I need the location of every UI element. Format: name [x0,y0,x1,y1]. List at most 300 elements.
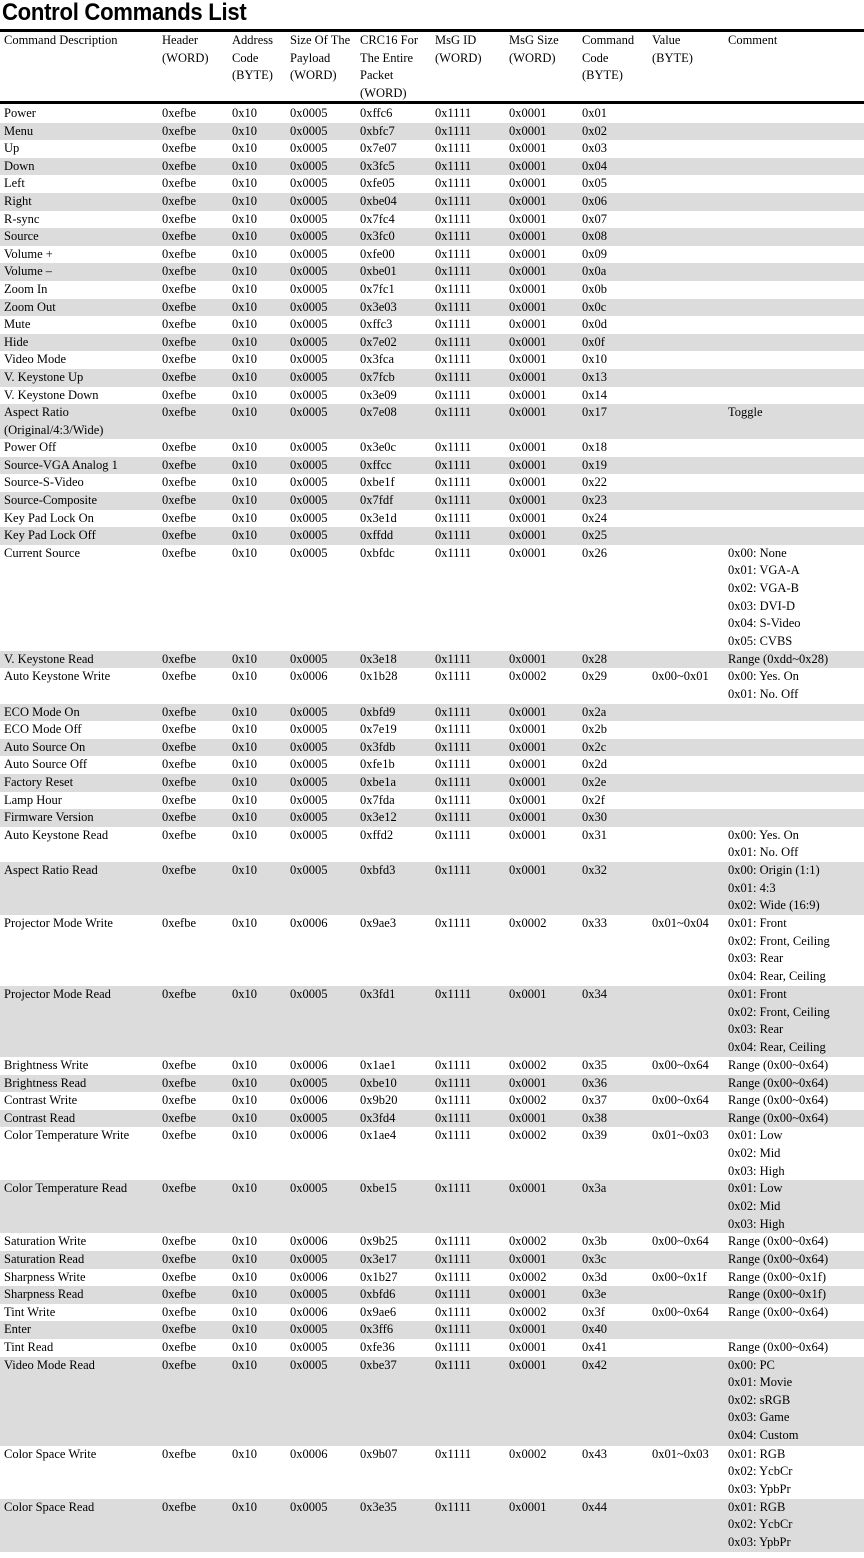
crc16-value: 0xffcc [356,457,431,475]
value-range [648,211,724,229]
table-row [0,387,864,405]
page-title: Control Commands List [2,0,247,26]
command-description: Firmware Version [0,809,158,827]
header-value: 0xefbe [158,1180,228,1233]
comment-cell [724,1251,864,1269]
address-code: 0x10 [228,457,286,475]
payload-size: 0x0005 [290,106,328,120]
msg-size: 0x0001 [509,1339,547,1354]
comment-cell [724,193,864,211]
payload-size: 0x0005 [286,1180,356,1233]
crc16-value: 0xfe05 [360,176,395,191]
msg-id: 0x1111 [431,774,505,792]
comment-line: 0x03: Rear [728,951,784,966]
table-row [0,1321,864,1339]
comment-line: 0x05: CVBS [728,633,793,648]
msg-size: 0x0001 [509,757,547,772]
crc16-value: 0x1ae1 [360,1057,397,1072]
header-value: 0xefbe [162,246,197,261]
address-code: 0x10 [232,545,257,560]
value-range [648,704,724,722]
comment-cell [724,351,864,369]
table-body [0,102,864,1552]
comment-cell [724,140,864,158]
address-code: 0x10 [228,739,286,757]
header-value: 0xefbe [162,176,197,191]
header-value: 0xefbe [158,1286,228,1304]
msg-id: 0x1111 [431,527,505,545]
msg-id: 0x1111 [435,722,472,737]
command-code: 0x3a [578,1180,648,1233]
payload-size: 0x0005 [286,1321,356,1339]
comment-line: 0x02: Wide (16:9) [728,898,820,913]
value-range [648,457,724,475]
value-range [648,193,724,211]
comment-cell [724,246,864,264]
comment-cell [724,792,864,810]
address-code: 0x10 [232,352,257,367]
header-value: 0xefbe [162,757,197,772]
table-row [0,756,864,774]
value-range [648,1357,724,1446]
payload-size: 0x0005 [290,387,328,402]
header-value: 0xefbe [158,527,228,545]
header-value: 0xefbe [162,792,197,807]
table-row [0,1357,864,1446]
header-value: 0xefbe [158,704,228,722]
table-row [0,1110,864,1128]
command-description: Contrast Write [4,1093,78,1108]
comment-line: 0x04: Custom [728,1427,799,1442]
comment-cell [724,1446,864,1499]
crc16-value: 0x7fdf [356,492,431,510]
comment-line: 0x04: Rear, Ceiling [728,968,826,983]
command-description: Power [4,106,36,120]
payload-size: 0x0005 [290,722,328,737]
command-code: 0x3b [582,1234,607,1249]
value-range [648,299,724,317]
command-code: 0x14 [582,387,607,402]
table-row [0,1251,864,1269]
comment-line: 0x00: Origin (1:1) [728,862,820,877]
table-row [0,1057,864,1075]
comment-line: Range (0x00~0x64) [728,1075,829,1090]
header-value: 0xefbe [162,352,197,367]
msg-id: 0x1111 [431,862,505,915]
command-code: 0x31 [582,827,607,842]
command-description: Projector Mode Read [0,986,158,1057]
payload-size: 0x0005 [290,317,328,332]
command-description: Source-Composite [0,492,158,510]
comment-cell [724,704,864,722]
comment-line: 0x00: None [728,545,787,560]
address-code: 0x10 [232,1339,257,1354]
comment-line: 0x01: Low [728,1181,783,1196]
crc16-value: 0x9ae3 [360,915,397,930]
command-description: Mute [4,317,31,332]
payload-size: 0x0006 [290,1269,328,1284]
msg-id: 0x1111 [435,915,472,930]
payload-size: 0x0005 [290,352,328,367]
address-code: 0x10 [232,176,257,191]
msg-size: 0x0002 [509,1304,547,1319]
address-code: 0x10 [228,1251,286,1269]
command-description: Tint Read [4,1339,54,1354]
comment-line: 0x03: YpbPr [728,1481,791,1496]
command-description: Source [0,228,158,246]
comment-cell [724,299,864,317]
comment-line: 0x00: PC [728,1357,775,1372]
table-row [0,809,864,827]
msg-id: 0x1111 [435,1339,472,1354]
address-code: 0x10 [232,281,257,296]
comment-line: 0x03: High [728,1163,785,1178]
value-range [648,862,724,915]
table-row [0,439,864,457]
table-row [0,668,864,703]
payload-size: 0x0005 [286,404,356,439]
header-value: 0xefbe [158,369,228,387]
address-code: 0x10 [232,1269,257,1284]
msg-id: 0x1111 [431,334,505,352]
comment-line: Range (0xdd~0x28) [728,651,829,666]
command-description: Auto Keystone Read [4,827,109,842]
command-description: V. Keystone Down [4,387,99,402]
command-code: 0x0b [582,281,607,296]
msg-size: 0x0001 [505,123,578,141]
command-description: Power Off [4,440,57,455]
crc16-value: 0xbe10 [356,1075,431,1093]
table-row [0,1499,864,1552]
msg-id: 0x1111 [435,475,472,490]
payload-size: 0x0005 [286,862,356,915]
address-code: 0x10 [232,246,257,261]
address-code: 0x10 [228,299,286,317]
command-description: Down [0,158,158,176]
table-row [0,651,864,669]
msg-size: 0x0001 [509,246,547,261]
comment-line: 0x02: Front, Ceiling [728,933,830,948]
table-row [0,1127,864,1180]
msg-id: 0x1111 [431,193,505,211]
value-range [648,1321,724,1339]
msg-size: 0x0001 [505,1357,578,1446]
command-code: 0x2a [578,704,648,722]
payload-size: 0x0005 [286,228,356,246]
command-description: Video Mode [4,352,67,367]
address-code: 0x10 [232,440,257,455]
msg-id: 0x1111 [431,1321,505,1339]
header-value: 0xefbe [162,281,197,296]
value-range [648,351,724,369]
header-value: 0xefbe [162,915,197,930]
crc16-value: 0xbfd3 [356,862,431,915]
crc16-value: 0x3e12 [356,809,431,827]
comment-cell [724,263,864,281]
command-code: 0x39 [582,1128,607,1143]
comment-cell [724,387,864,405]
address-code: 0x10 [228,862,286,915]
msg-size: 0x0001 [505,492,578,510]
msg-size: 0x0001 [505,158,578,176]
table-row [0,316,864,334]
comment-line: 0x02: YcbCr [728,1464,793,1479]
command-description: Color Space Write [4,1446,97,1461]
header-value: 0xefbe [162,545,197,560]
payload-size: 0x0005 [290,792,328,807]
value-range [648,651,724,669]
command-description: Color Temperature Read [0,1180,158,1233]
command-description: Aspect Ratio (Original/4:3/Wide) [0,404,158,439]
msg-id: 0x1111 [435,211,472,226]
msg-id: 0x1111 [435,141,472,156]
table-row [0,1269,864,1287]
address-code: 0x10 [228,334,286,352]
payload-size: 0x0005 [290,475,328,490]
value-range [648,545,724,651]
header-value: 0xefbe [162,1304,197,1319]
crc16-value: 0x3fdb [356,739,431,757]
value-range: 0x00~0x64 [652,1093,709,1108]
table-row [0,474,864,492]
payload-size: 0x0005 [286,1357,356,1446]
payload-size: 0x0005 [290,757,328,772]
address-code: 0x10 [232,1093,257,1108]
address-code: 0x10 [232,475,257,490]
payload-size: 0x0005 [286,809,356,827]
crc16-value: 0x3e18 [356,651,431,669]
address-code: 0x10 [232,722,257,737]
header-value: 0xefbe [162,1093,197,1108]
command-code: 0x40 [578,1321,648,1339]
msg-size: 0x0001 [505,862,578,915]
value-range [648,140,724,158]
crc16-value: 0x7e19 [360,722,397,737]
command-description: R-sync [4,211,40,226]
msg-id: 0x1111 [435,1446,472,1461]
comment-cell [724,827,864,862]
address-code: 0x10 [228,986,286,1057]
comment-cell [724,474,864,492]
comment-line: 0x00: Yes. On [728,827,799,842]
command-code: 0x41 [582,1339,607,1354]
command-code: 0x42 [578,1357,648,1446]
payload-size: 0x0005 [286,1110,356,1128]
command-code: 0x03 [582,141,607,156]
comment-line: 0x02: sRGB [728,1392,791,1407]
comment-cell [724,1339,864,1357]
crc16-value: 0x3e35 [356,1499,431,1552]
command-description: Volume – [0,263,158,281]
command-code: 0x22 [582,475,607,490]
value-range [648,756,724,774]
command-description: Enter [0,1321,158,1339]
header-value: 0xefbe [158,457,228,475]
command-code: 0x19 [578,457,648,475]
comment-cell [724,1075,864,1093]
msg-size: 0x0001 [505,739,578,757]
msg-id: 0x1111 [435,1057,472,1072]
payload-size: 0x0006 [290,1234,328,1249]
crc16-value: 0x1ae4 [360,1128,397,1143]
address-code: 0x10 [228,651,286,669]
value-range: 0x01~0x04 [652,915,709,930]
payload-size: 0x0006 [290,1128,328,1143]
msg-size: 0x0001 [505,527,578,545]
address-code: 0x10 [228,228,286,246]
msg-id: 0x1111 [431,299,505,317]
command-code: 0x0f [578,334,648,352]
crc16-value: 0xbfdc [360,545,395,560]
payload-size: 0x0005 [290,827,328,842]
value-range [648,510,724,528]
command-description: Brightness Read [0,1075,158,1093]
comment-cell [724,527,864,545]
msg-size: 0x0002 [509,1093,547,1108]
command-code: 0x38 [578,1110,648,1128]
command-description: Right [0,193,158,211]
address-code: 0x10 [232,792,257,807]
msg-id: 0x1111 [435,317,472,332]
table-row [0,123,864,141]
command-description: ECO Mode On [0,704,158,722]
header-value: 0xefbe [158,492,228,510]
address-code: 0x10 [232,827,257,842]
payload-size: 0x0005 [286,334,356,352]
table-row [0,545,864,651]
header-value: 0xefbe [158,1499,228,1552]
payload-size: 0x0005 [286,986,356,1057]
msg-id: 0x1111 [435,545,472,560]
command-description: Color Space Read [0,1499,158,1552]
column-header-description: Command Description [4,33,118,47]
header-value: 0xefbe [158,651,228,669]
command-code: 0x25 [578,527,648,545]
header-value: 0xefbe [162,827,197,842]
header-value: 0xefbe [158,809,228,827]
msg-id: 0x1111 [431,492,505,510]
payload-size: 0x0005 [290,246,328,261]
table-row [0,404,864,439]
command-description: V. Keystone Read [0,651,158,669]
msg-size: 0x0001 [509,792,547,807]
value-range [648,492,724,510]
msg-id: 0x1111 [431,1286,505,1304]
payload-size: 0x0005 [290,211,328,226]
command-code: 0x37 [582,1093,607,1108]
comment-line: Range (0x00~0x64) [728,1339,829,1354]
crc16-value: 0x7fc4 [360,211,395,226]
comment-cell [724,545,864,651]
msg-id: 0x1111 [435,1269,472,1284]
msg-id: 0x1111 [431,457,505,475]
comment-line: 0x01: 4:3 [728,880,776,895]
value-range [648,404,724,439]
table-row [0,1304,864,1322]
command-code: 0x05 [582,176,607,191]
value-range [648,334,724,352]
comment-line: 0x01: Front [728,986,787,1001]
crc16-value: 0x1b28 [360,669,398,684]
crc16-value: 0xbe37 [356,1357,431,1446]
header-value: 0xefbe [158,862,228,915]
comment-cell [724,1286,864,1304]
header-value: 0xefbe [158,739,228,757]
comment-cell [724,1127,864,1180]
command-description: Tint Write [4,1304,56,1319]
msg-id: 0x1111 [431,651,505,669]
comment-cell [724,721,864,739]
address-code: 0x10 [228,1321,286,1339]
command-code: 0x33 [582,915,607,930]
comment-line: 0x03: High [728,1216,785,1231]
value-range [648,281,724,299]
column-header-msg-id: MsG ID (WORD) [435,33,482,65]
header-value: 0xefbe [162,669,197,684]
comment-cell [724,457,864,475]
crc16-value: 0xfe00 [360,246,395,261]
header-row [0,32,864,102]
command-code: 0x10 [582,352,607,367]
address-code: 0x10 [228,1286,286,1304]
command-description: Brightness Write [4,1057,89,1072]
payload-size: 0x0006 [290,669,328,684]
table-row [0,175,864,193]
command-description: Current Source [4,545,81,560]
value-range [648,1110,724,1128]
comment-cell [724,105,864,123]
msg-id: 0x1111 [431,1110,505,1128]
value-range [648,1499,724,1552]
value-range [648,474,724,492]
header-value: 0xefbe [158,404,228,439]
command-code: 0x2f [582,792,605,807]
command-code: 0x17 [578,404,648,439]
msg-id: 0x1111 [431,704,505,722]
msg-id: 0x1111 [435,106,472,120]
header-value: 0xefbe [162,1234,197,1249]
msg-id: 0x1111 [435,1304,472,1319]
msg-size: 0x0001 [509,827,547,842]
table-row [0,492,864,510]
comment-line: 0x03: DVI-D [728,598,796,613]
payload-size: 0x0006 [290,1093,328,1108]
comment-cell [724,986,864,1057]
crc16-value: 0x7fcb [356,369,431,387]
comment-cell [724,809,864,827]
comment-line: Range (0x00~0x64) [728,1304,829,1319]
msg-size: 0x0002 [509,1128,547,1143]
command-description: Saturation Write [4,1234,87,1249]
comment-cell [724,404,864,439]
address-code: 0x10 [232,915,257,930]
address-code: 0x10 [228,492,286,510]
payload-size: 0x0005 [290,440,328,455]
crc16-value: 0x7e02 [356,334,431,352]
comment-cell [724,756,864,774]
msg-size: 0x0001 [505,369,578,387]
payload-size: 0x0005 [286,739,356,757]
command-code: 0x07 [582,211,607,226]
payload-size: 0x0005 [290,281,328,296]
msg-size: 0x0001 [505,774,578,792]
msg-size: 0x0001 [505,1251,578,1269]
value-range: 0x00~0x64 [652,1304,709,1319]
value-range [648,1251,724,1269]
table-row [0,299,864,317]
msg-size: 0x0001 [505,1286,578,1304]
payload-size: 0x0005 [290,545,328,560]
